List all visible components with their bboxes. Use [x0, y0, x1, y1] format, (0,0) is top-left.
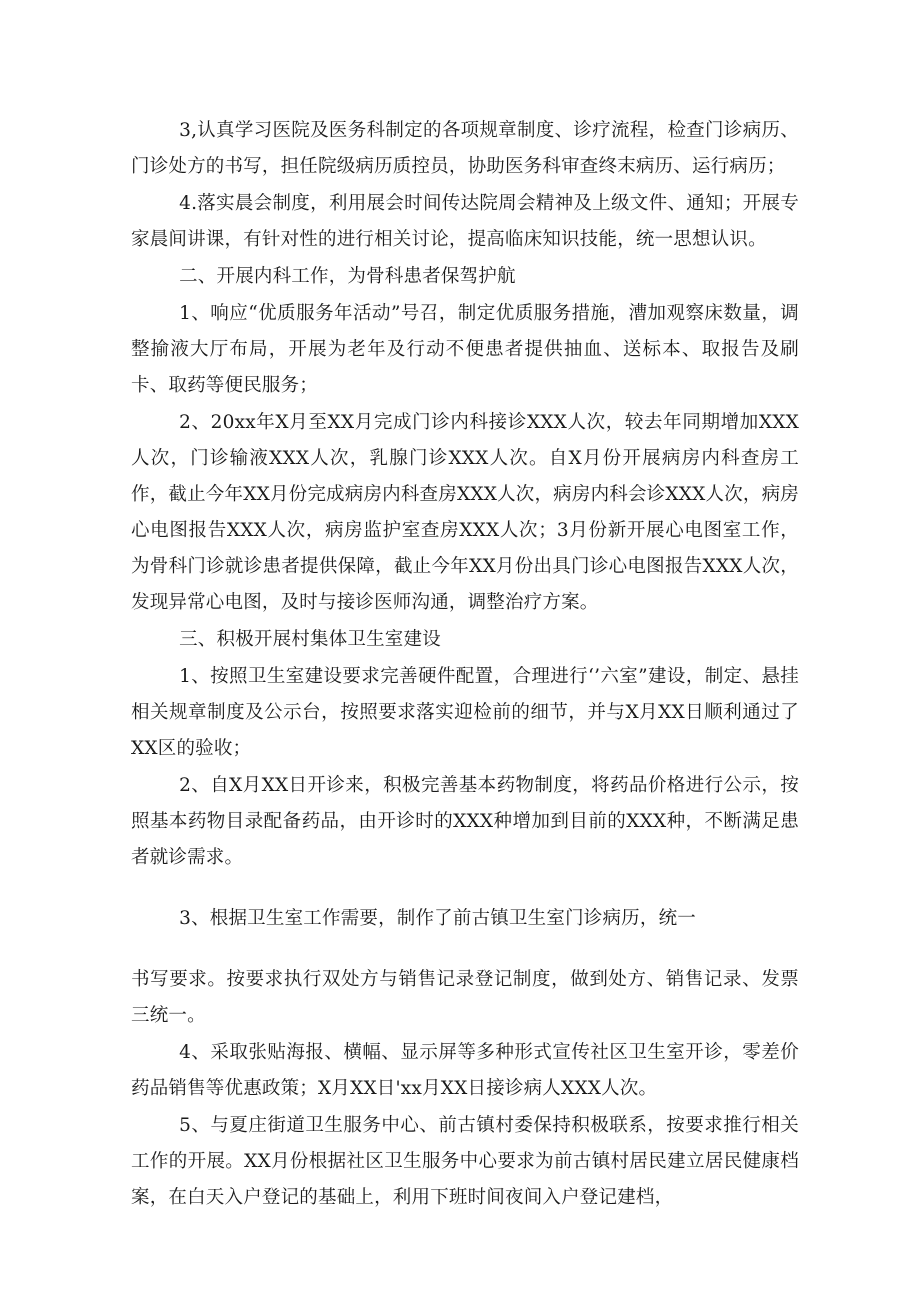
section-heading-3: 三、积极开展村集体卫生室建设: [179, 629, 441, 650]
paragraph-clinic-4: 4、采取张贴海报、横幅、显示屏等多种形式宣传社区卫生室开诊，零差价药品销售等优惠政策；X月XX日'xx月XX日接诊病人XXX人次。: [131, 1042, 799, 1099]
paragraph-internal-2: 2、20xx年X月至XX月完成门诊内科接诊XXX人次，较去年同期增加XXX人次，门诊输液XXX人次，乳腺门诊XXX人次。自X月份开展病房内科查房工作，截止今年XX月份完成病房内科查房XXX人次，病房内科会诊XXX人次，病房心电图报告XXX人次，病房监护室查房XXX人次；3月份新开展心电图室工作，为骨科门诊就诊患者提供保障，截止今年XX月份出具门诊心电图报告XXX人次，发现异常心电图，及时与接诊医师沟通，调整治疗方案。: [131, 412, 799, 613]
document-body: [131, 113, 799, 1217]
paragraph-clinic-5: 5、与夏庄街道卫生服务中心、前古镇村委保持积极联系，按要求推行相关工作的开展。XX月份根据社区卫生服务中心要求为前古镇村居民建立居民健康档案，在白天入户登记的基础上，利用下班时间夜间入户登记建档，: [131, 1115, 799, 1208]
paragraph-clinic-2: 2、自X月XX日开诊来，积极完善基本药物制度，将药品价格进行公示，按照基本药物目录配备药品，由开诊时的XXX种增加到目前的XXX种，不断满足患者就诊需求。: [131, 775, 799, 868]
paragraph-item-4: 4.落实晨会制度，利用展会时间传达院周会精神及上级文件、通知；开展专家晨间讲课，有针对性的进行相关讨论，提高临床知识技能，统一思想认识。: [131, 193, 799, 250]
paragraph-clinic-3-start: 3、根据卫生室工作需要，制作了前古镇卫生室门诊病历，统一: [179, 908, 696, 929]
section-heading-2: 二、开展内科工作，为骨科患者保驾护航: [179, 266, 516, 287]
paragraph-item-3: 3,认真学习医院及医务科制定的各项规章制度、诊疗流程，检查门诊病历、门诊处方的书写，担任院级病历质控员，协助医务科审查终末病历、运行病历；: [131, 120, 799, 177]
paragraph-internal-1: 1、响应“优质服务年活动”号召，制定优质服务措施，漕加观察床数量，调整揄液大厅布局，开展为老年及行动不便患者提供抽血、送标本、取报告及刷卡、取药等便民服务；: [131, 303, 799, 396]
paragraph-clinic-3-cont: 书写要求。按要求执行双处方与销售记录登记制度，做到处方、销售记录、发票三统一。: [131, 969, 799, 1026]
paragraph-clinic-1: 1、按照卫生室建设要求完善硬件配置，合理进行‘’六室”建设，制定、悬挂相关规章制度及公示台，按照要求落实迎检前的细节，并与X月XX日顺利通过了XX区的验收；: [131, 666, 799, 759]
